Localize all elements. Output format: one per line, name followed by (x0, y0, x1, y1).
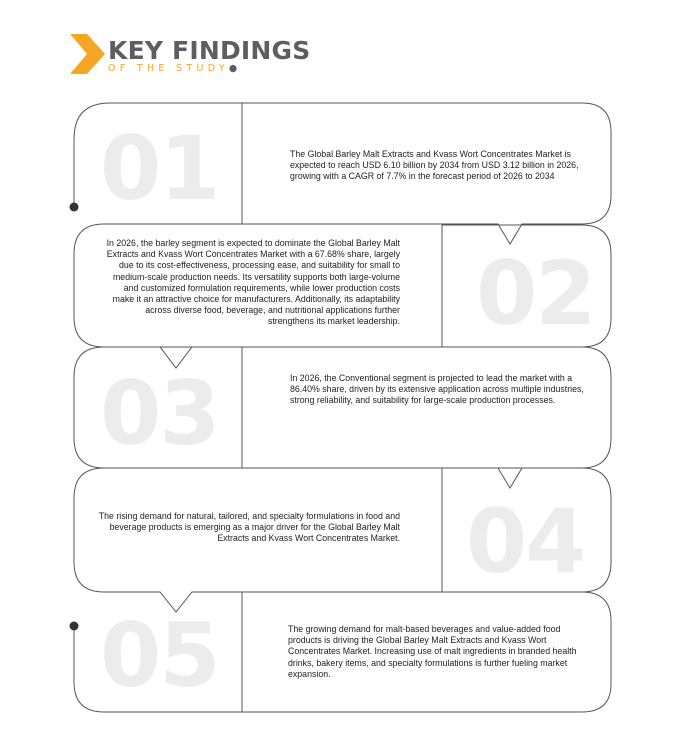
finding-number-05: 05 (100, 604, 219, 707)
page-subtitle: OF THE STUDY● (108, 63, 238, 74)
finding-number-04: 04 (466, 490, 585, 593)
finding-number-01: 01 (100, 117, 219, 220)
finding-number-02: 02 (476, 242, 595, 345)
page-title: KEY FINDINGS (108, 36, 311, 65)
finding-number-03: 03 (100, 362, 219, 465)
finding-text-02: In 2026, the barley segment is expected to dominate the Global Barley Malt Extracts and Kvass Wort Concentrates Market with a 67.68% share, largely due to its cost-effectiveness, processing ease, and suitability for small to medium-scale production needs. Its versatility supports both large-volume and customized formulation requirements, while lower production costs make it an attractive choice for manufacturers. Additionally, its adaptability across diverse food, beverage, and nutritional applications further strengthens its market leadership. (106, 238, 400, 327)
finding-text-01: The Global Barley Malt Extracts and Kvass Wort Concentrates Market is expected to reach USD 6.10 billion by 2034 from USD 3.12 billion in 2026, growing with a CAGR of 7.7% in the forecast period of 2026 to 2034 (290, 149, 579, 182)
timeline-start-dot (70, 203, 79, 212)
finding-text-04: The rising demand for natural, tailored, and specialty formulations in food and beverage products is emerging as a major driver for the Global Barley Malt Extracts and Kvass Wort Concentrates Market. (98, 511, 400, 544)
timeline-mid-dot (70, 622, 79, 631)
finding-text-05: The growing demand for malt-based beverages and value-added food products is driving the Global Barley Malt Extracts and Kvass Wort Concentrates Market. Increasing use of malt ingredients in branded health drinks, bakery items, and specialty formulations is further fueling market expansion. (288, 624, 577, 679)
finding-text-03: In 2026, the Conventional segment is projected to lead the market with a 86.40% share, driven by its extensive application across multiple industries, strong reliability, and suitability for large-scale production processes. (290, 373, 584, 406)
